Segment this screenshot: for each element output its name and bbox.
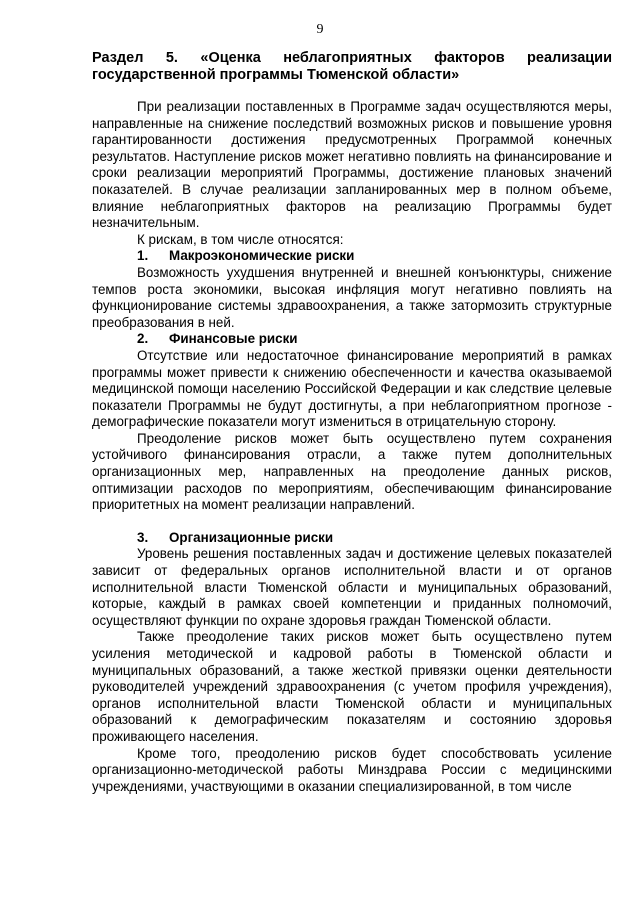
heading-number: 3. xyxy=(137,529,149,545)
heading-text: Организационные риски xyxy=(169,529,334,545)
paragraph-financial-mitigation: Преодоление рисков может быть осуществлено путем сохранения устойчивого финансирования отрасли, а также путем дополнительных организационных мер, направленных на преодоление данных рисков, оптимизации расходов по мероприятиям, обеспечивающим финансирование приоритетных на момент реализации направлений. xyxy=(92,430,612,513)
paragraph-intro: При реализации поставленных в Программе задач осуществляются меры, направленные на снижение последствий возможных рисков и повышение уровня гарантированности достижения предусмотренных Программой конечных результатов. Наступление рисков может негативно повлиять на финансирование и сроки реализации мероприятий Программы, достижение плановых значений показателей. В случае реализации запланированных мер в полном объеме, влияние неблагоприятных факторов на реализацию Программы будет незначительным. xyxy=(92,99,612,231)
paragraph-organizational: Уровень решения поставленных задач и достижение целевых показателей зависит от федеральных органов исполнительной власти и от органов исполнительной власти Тюменской области и муниципальных образований, которые, каждый в рамках своей компетенции и приданных полномочий, осуществляют функции по охране здоровья граждан Тюменской области. xyxy=(92,546,612,628)
paragraph-risk-list-intro: К рискам, в том числе относятся: xyxy=(137,231,344,247)
heading-text: Финансовые риски xyxy=(169,331,298,347)
section-title: Раздел 5. «Оценка неблагоприятных факторов реализации государственной программы Тюменской области» xyxy=(92,50,612,83)
paragraph-organizational-mitigation: Также преодоление таких рисков может быть осуществлено путем усиления методической и кадровой работы в Тюменской области и муниципальных образований, а также жесткой привязки оценки деятельности руководителей учреждений здравоохранения (с учетом профиля учреждения), органов исполнительной власти Тюменской области и муниципальных образований к демографическим показателям и состоянию здоровья проживающего населения. xyxy=(92,629,612,744)
heading-number: 2. xyxy=(137,331,149,347)
heading-macroeconomic-risks xyxy=(137,248,612,265)
paragraph-financial: Отсутствие или недостаточное финансирование мероприятий в рамках программы может привести к снижению обеспеченности и качества оказываемой медицинской помощи населению Российской Федерации и как следствие целевые показатели Программы не будут достигнуты, а при неблагоприятном прогнозе - демографические показатели могут измениться в отрицательную сторону. xyxy=(92,347,612,430)
heading-text: Макроэкономические риски xyxy=(169,248,355,264)
heading-financial-risks xyxy=(137,331,612,348)
document-body xyxy=(92,50,612,795)
heading-number: 1. xyxy=(137,248,149,264)
paragraph-ministry-work: Кроме того, преодолению рисков будет способствовать усиление организационно-методической работы Минздрава России с медицинскими учреждениями, участвующими в оказании специализированной, в том числе xyxy=(92,745,612,794)
heading-organizational-risks xyxy=(137,530,612,547)
page-number: 9 xyxy=(316,22,324,37)
paragraph-macroeconomic: Возможность ухудшения внутренней и внешней конъюнктуры, снижение темпов роста экономики, высокая инфляция могут негативно повлиять на функционирование системы здравоохранения, а также затормозить структурные преобразования в ней. xyxy=(92,264,612,330)
